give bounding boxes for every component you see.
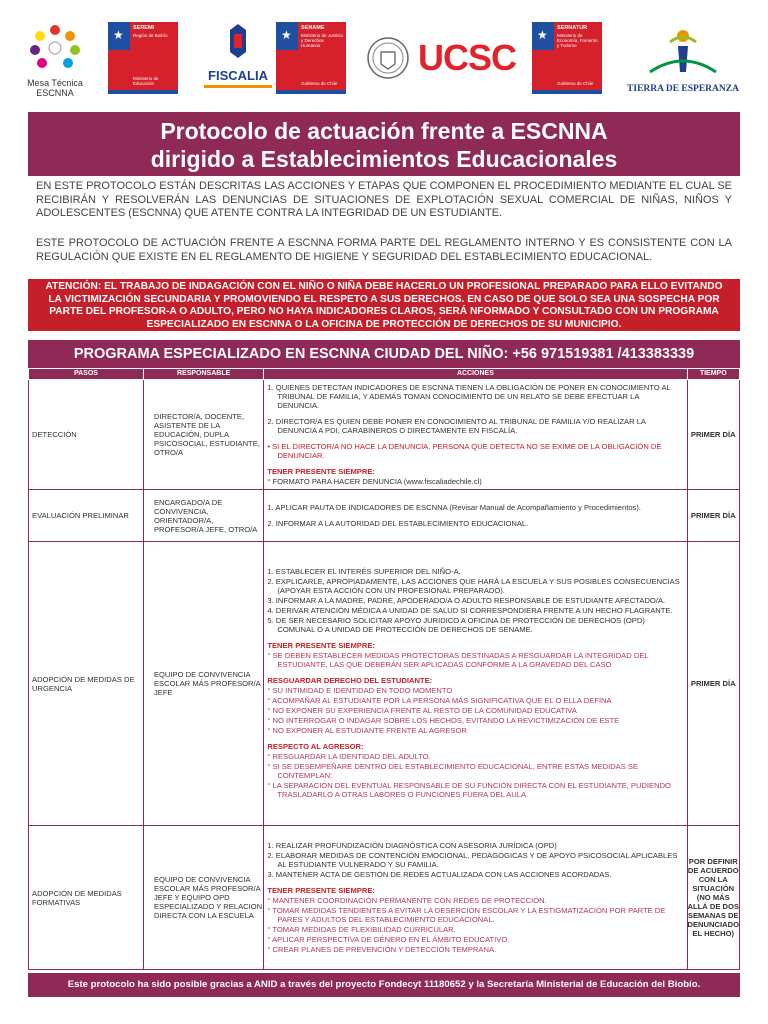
action-item: 4. DERIVAR ATENCIÓN MÉDICA A UNIDAD DE SALUD SI CORRESPONDIERA FRENTE A UN HECHO FLAGRANTE. [267, 606, 673, 615]
ucsc-label: UCSC [418, 37, 517, 78]
action-item: 5. DE SER NECESARIO SOLICITAR APOYO JURIDICO A OFICINA DE PROTECCIÓN DE DERECHOS (OPD) COMUNAL O A UNIDAD DE PROTECCIÓN DE DERECHOS DE SENAME. [267, 616, 645, 634]
action-item: 2. INFORMAR A LA AUTORIDAD DEL ESTABLECIMIENTO EDUCACIONAL. [267, 518, 529, 528]
protocol-table [28, 368, 740, 970]
tierra-esperanza-logo [620, 22, 746, 94]
step-name: DETECCIÓN [29, 380, 144, 490]
action-item: 3. MANTENER ACTA DE GESTIÓN DE REDES ACTUALIZADA CON LAS ACCIONES ACORDADAS. [267, 869, 612, 879]
time-cell: PRIMER DÍA [687, 380, 740, 490]
time-cell: PRIMER DÍA [687, 490, 740, 542]
mesa-tecnica-line1: Mesa Técnica [27, 78, 83, 88]
keep-in-mind-label: TENER PRESENTE SIEMPRE: [267, 885, 375, 895]
sename-gov: Gobierno de Chile [301, 81, 338, 86]
actions-cell [264, 380, 687, 490]
keep-in-mind-item: ° MANTENER COORDINACIÓN PERMANENTE CON REDES DE PROTECCIÓN. [267, 895, 547, 905]
column-header-pasos: PASOS [29, 369, 144, 380]
seal-icon [364, 22, 412, 94]
seremi-title: SEREMI [133, 25, 155, 31]
responsible-cell: DIRECTOR/A, DOCENTE, ASISTENTE DE LA EDUCACIÓN, DUPLA PSICOSOCIAL, ESTUDIANTE, OTRO/A [143, 380, 263, 490]
attention-alert: ATENCIÓN: EL TRABAJO DE INDAGACIÓN CON EL NIÑO O NIÑA DEBE HACERLO UN PROFESIONAL PREPARADO PARA ELLO EVITANDO LA VICTIMIZACIÓN SECUNDARIA Y PROMOVIENDO EL RESPETO A SUS DERECHOS. EN CASO DE QUE SOLO SEA UNA SOSPECHA POR PARTE DEL PROFESOR-A O ADULTO, PERO NO HAYA INDICADORES CLAROS, SERÁ NFORMADO Y CONSULTADO CON UN PROGRAMA ESPECIALIZADO EN ESCNNA O LA OFICINA DE PROTECCIÓN DE DERECHOS DE SU MUNICIPIO. [28, 279, 740, 331]
university-seal-logo [364, 22, 412, 94]
table-header-row [29, 369, 740, 380]
keep-in-mind-label: TENER PRESENTE SIEMPRE: [267, 466, 375, 476]
star-icon: ★ [113, 28, 124, 42]
star-icon: ★ [537, 28, 548, 42]
fiscalia-logo [200, 22, 276, 94]
funding-footer: Este protocolo ha sido posible gracias a ANID a través del proyecto Fondecyt 11180652 y la Secretaría Ministerial de Educación del Biobío. [28, 973, 740, 997]
protect-rights-item: ° NO EXPONER SU EXPERIENCIA FRENTE AL RESTO DE LA COMUNIDAD EDUCATIVA [267, 706, 577, 715]
fiscalia-label: FISCALIA [208, 68, 268, 83]
protect-rights-item: ° SU INTIMIDAD E IDENTIDAD EN TODO MOMENTO [267, 686, 453, 695]
aggressor-item: ° LA SEPARACIÓN DEL EVENTUAL RESPONSABLE DE SU FUNCIÓN DIRECTA CON EL ESTUDIANTE, PUDIENDO TRASLADARLO A OTRAS LABORES O FUNCIONES FUERA DEL AULA. [267, 781, 671, 799]
tierra-esperanza-icon [620, 22, 746, 78]
sename-sub: Ministerio de Justicia y Derechos Humanos [301, 33, 343, 48]
keep-in-mind-item: ° SE DEBEN ESTABLECER MEDIDAS PROTECTORAS DESTINADAS A RESGUARDAR LA INTEGRIDAD DEL ESTUDIANTE, LAS QUE DEBERÁN SER APLICADAS CONFORME A LA GRAVEDAD DEL CASO [267, 651, 649, 669]
fiscalia-emblem-icon [200, 22, 276, 64]
column-header-tiempo: TIEMPO [687, 369, 740, 380]
star-icon: ★ [281, 28, 292, 42]
mesa-tecnica-line2: ESCNNA [36, 88, 74, 98]
logo-strip [20, 22, 750, 98]
page-title-line2: dirigido a Establecimientos Educacionales [150, 146, 618, 172]
program-phone-banner: PROGRAMA ESPECIALIZADO EN ESCNNA CIUDAD DEL NIÑO: +56 971519381 /413383339 [28, 340, 740, 368]
actions-cell [264, 826, 687, 970]
protect-rights-item: ° NO EXPONER AL ESTUDIANTE FRENTE AL AGRESOR [267, 726, 467, 735]
mesa-tecnica-logo [20, 22, 90, 98]
sernatur-sub: Ministerio de Economía, Fomento y Turismo [557, 33, 598, 48]
keep-in-mind-item: ° FORMATO PARA HACER DENUNCIA (www.fiscaliadechile.cl) [267, 476, 482, 486]
action-item: 2. DIRECTOR/A ES QUIEN DEBE PONER EN CONOCIMIENTO AL TRIBUNAL DE FAMILIA Y/O REALIZAR LA DENUNCIA A PDI, CARABINEROS O DIRECTAMENTE EN FISCALÍA. [267, 416, 646, 435]
page-title-line1: Protocolo de actuación frente a ESCNNA [160, 118, 608, 144]
responsible-cell: EQUIPO DE CONVIVENCIA ESCOLAR MÁS PROFESOR/A JEFE [143, 542, 263, 826]
seremi-region: Región de Biobío [133, 33, 168, 38]
sernatur-title: SERNATUR [557, 25, 588, 31]
table-row [29, 490, 740, 542]
aggressor-item: ° SI SE DESEMPEÑARE DENTRO DEL ESTABLECIMIENTO EDUCACIONAL, ENTRE ESTAS MEDIDAS SE CONTEMPLAN: [267, 762, 639, 780]
step-name: ADOPCIÓN DE MEDIDAS FORMATIVAS [29, 826, 144, 970]
sernatur-gov: Gobierno de Chile [557, 81, 594, 86]
actions-cell [264, 490, 687, 542]
action-item: 2. EXPLICARLE, APROPIADAMENTE, LAS ACCIONES QUE HARÁ LA ESCUELA Y SUS POSIBLES CONSECUENCIAS (APOYAR ESTA ACCIÓN CON UN PROFESIONAL PREPARADO). [267, 577, 680, 595]
action-item: 1. QUIENES DETECTAN INDICADORES DE ESCNNA TIENEN LA OBLIGACIÓN DE PONER EN CONOCIMIENTO AL TRIBUNAL DE FAMILIA, Y ADEMÁS TOMAN CONOCIMIENTO DE UN RELATO SE DEBE EFECTUAR LA DENUNCIA. [267, 382, 671, 410]
page-title-banner [28, 112, 740, 176]
children-circle-icon [20, 22, 90, 74]
aggressor-item: ° RESGUARDAR LA IDENTIDAD DEL ADULTO. [267, 752, 431, 761]
ucsc-logo [418, 22, 528, 94]
sename-logo [276, 22, 346, 94]
action-item: 3. INFORMAR A LA MADRE, PADRE, APODERADO/A O ADULTO RESPONSABLE DE ESTUDIANTE AFECTADO/A. [267, 596, 666, 605]
protect-rights-label: RESGUARDAR DERECHO DEL ESTUDIANTE: [267, 676, 433, 685]
table-row [29, 542, 740, 826]
keep-in-mind-item: ° APLICAR PERSPECTIVA DE GÉNERO EN EL ÁMBITO EDUCATIVO. [267, 934, 510, 944]
keep-in-mind-item: ° TOMAR MEDIDAS DE FLEXIBILIDAD CURRICULAR. [267, 924, 456, 934]
step-name: EVALUACIÓN PRELIMINAR [29, 490, 144, 542]
aggressor-label: RESPECTO AL AGRESOR: [267, 742, 364, 751]
protect-rights-item: ° NO INTERROGAR O INDAGAR SOBRE LOS HECHOS, EVITANDO LA REVICTIMIZACIÓN DE ESTE [267, 716, 620, 725]
action-item-warning: • SI EL DIRECTOR/A NO HACE LA DENUNCIA, PERSONA QUE DETECTA NO SE EXIME DE LA OBLIGACIÓN DE DENUNCIAR. [267, 441, 662, 460]
seremi-ministry: Ministerio de Educación [133, 76, 159, 86]
responsible-cell: EQUIPO DE CONVIVENCIA ESCOLAR MÁS PROFESOR/A JEFE Y EQUIPO OPD ESPECIALIZADO Y RELACION DIRECTA CON LA ESCUELA [143, 826, 263, 970]
time-cell: PRIMER DÍA [687, 542, 740, 826]
keep-in-mind-item: ° TOMAR MEDIDAS TENDIENTES A EVITAR LA DESERCIÓN ESCOLAR Y LA ESTIGMATIZACIÓN POR PARTE DE PARES Y ADULTOS DEL ESTABLECIMIENTO EDUCACIONAL. [267, 905, 666, 924]
action-item: 2. ELABORAR MEDIDAS DE CONTENCIÓN EMOCIONAL, PEDAGÓGICAS Y DE APOYO PSICOSOCIAL APLICABLES AL ESTUDIANTE VULNERADO Y SU FAMILIA. [267, 850, 678, 869]
column-header-acciones: ACCIONES [264, 369, 687, 380]
table-row [29, 826, 740, 970]
sename-title: SENAME [301, 25, 325, 31]
time-cell: POR DEFINIR DE ACUERDO CON LA SITUACIÓN (NO MÁS ALLÁ DE DOS SEMANAS DE DENUNCIADO EL HECHO) [687, 826, 740, 970]
intro-paragraph-2: ESTE PROTOCOLO DE ACTUACIÓN FRENTE A ESCNNA FORMA PARTE DEL REGLAMENTO INTERNO Y ES CONSISTENTE CON LA REGULACIÓN QUE EXISTE EN EL REGLAMENTO DE HIGIENE Y SEGURIDAD DEL ESTABLECIMIENTO EDUCACIONAL. [36, 237, 732, 263]
step-name: ADOPCIÓN DE MEDIDAS DE URGENCIA [29, 542, 144, 826]
intro-paragraph-1: EN ESTE PROTOCOLO ESTÁN DESCRITAS LAS ACCIONES Y ETAPAS QUE COMPONEN EL PROCEDIMIENTO MEDIANTE EL CUAL SE RECIBIRÁN Y RESOLVERÁN LAS DENUNCIAS DE SITUACIONES DE EXPLOTACIÓN SEXUAL COMERCIAL DE NIÑAS, NIÑOS Y ADOLESCENTES (ESCNNA) QUE ATENTE CONTRA LA INTEGRIDAD DE UN ESTUDIANTE. [36, 180, 733, 219]
sernatur-logo [532, 22, 602, 94]
seremi-logo [108, 22, 178, 94]
responsible-cell: ENCARGADO/A DE CONVIVENCIA, ORIENTADOR/A, PROFESOR/A JEFE, OTRO/A [143, 490, 263, 542]
action-item: 1. ESTABLECER EL INTERÉS SUPERIOR DEL NIÑO-A. [267, 567, 461, 576]
keep-in-mind-label: TENER PRESENTE SIEMPRE: [267, 641, 375, 650]
action-item: 1. APLICAR PAUTA DE INDICADORES DE ESCNNA (Revisar Manual de Acompañamiento y Procedimientos). [267, 502, 641, 512]
action-item: 1. REALIZAR PROFUNDIZACIÓN DIAGNÓSTICA CON ASESORIA JURÍDICA (OPD) [267, 840, 557, 850]
column-header-responsable: RESPONSABLE [143, 369, 263, 380]
tierra-esperanza-label: TIERRA DE ESPERANZA [627, 84, 739, 94]
actions-cell [264, 542, 687, 826]
table-row [29, 380, 740, 490]
protect-rights-item: ° ACOMPAÑAR AL ESTUDIANTE POR LA PERSONA MÁS SIGNIFICATIVA QUE EL O ELLA DEFINA [267, 696, 612, 705]
keep-in-mind-item: ° CREAR PLANES DE PREVENCIÓN Y DETECCIÓN TEMPRANA. [267, 944, 497, 954]
